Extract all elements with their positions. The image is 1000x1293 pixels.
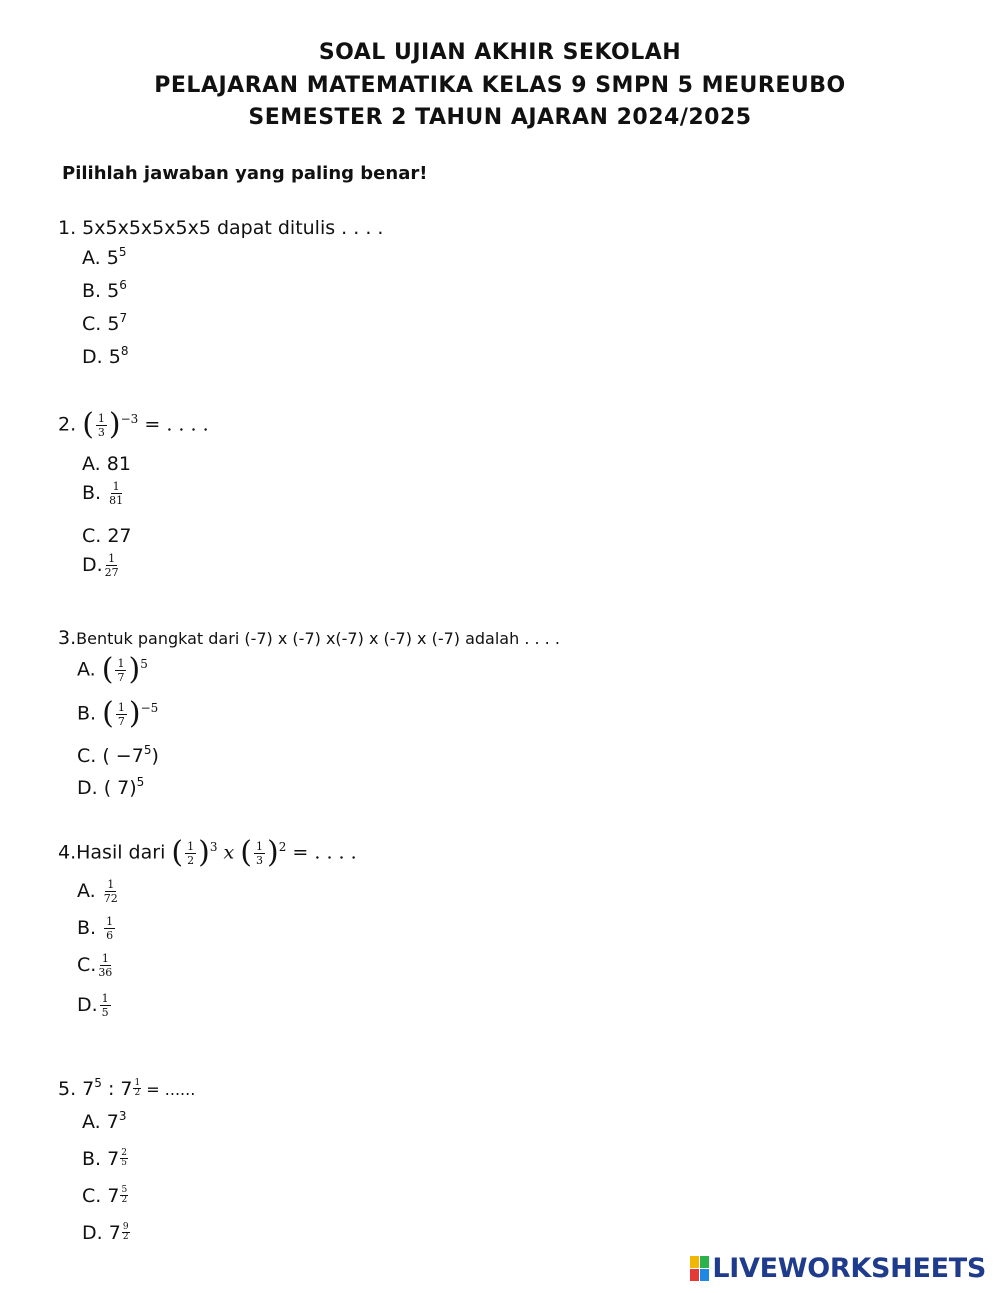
option-5c[interactable] <box>82 1185 128 1215</box>
exponent: −5 <box>140 701 159 716</box>
fractional-exponent: $\frac{1}{2}$ <box>134 1078 141 1098</box>
option-5d[interactable] <box>82 1222 130 1252</box>
exponent: 3 <box>118 1109 127 1123</box>
fraction: $\frac{1}{6}$ <box>106 915 114 942</box>
option-label: B. <box>82 482 102 504</box>
option-label: B. 7 <box>82 1148 120 1170</box>
fraction: $\frac{1}{7}$ <box>117 656 125 684</box>
equals-blank: = ...... <box>141 1080 196 1099</box>
option-2a[interactable]: A. 81 <box>82 453 131 475</box>
option-label: B. 5 <box>82 280 120 302</box>
option-3d[interactable] <box>77 777 144 799</box>
option-2d[interactable] <box>82 553 121 578</box>
exponent: 2 <box>278 840 287 855</box>
question-4-text: 4.Hasil dari ( $\frac{1}{2}$ )$^3$ x ( $\frac{1}{3}$ )$^2$ = . . . . <box>58 835 357 870</box>
question-number: 3. <box>58 627 77 649</box>
option-2b[interactable] <box>82 481 125 506</box>
option-label: D. <box>82 554 103 576</box>
fraction: $\frac{1}{81}$ <box>109 480 124 507</box>
option-3a[interactable]: A. ( $\frac{1}{7}$ )$^5$ <box>77 652 148 687</box>
option-label: C. 7 <box>82 1185 120 1207</box>
option-label: A. <box>77 880 96 902</box>
right-paren: ) <box>108 407 121 442</box>
question-number: 2. <box>58 413 77 436</box>
fraction: $\frac{1}{3}$ <box>97 411 105 439</box>
equals-blank: = . . . . <box>292 841 357 864</box>
option-3c[interactable] <box>77 745 159 767</box>
exponent: 7 <box>119 311 128 325</box>
option-label: C. ( −7 <box>77 745 144 767</box>
option-1c[interactable] <box>82 313 127 335</box>
instruction-text: Pilihlah jawaban yang paling benar! <box>62 163 428 184</box>
right-paren: ) <box>151 745 159 767</box>
option-label: A. 5 <box>82 247 119 269</box>
question-3-body: Bentuk pangkat dari (-7) x (-7) x(-7) x (-7) x (-7) adalah . . . . <box>76 629 560 648</box>
option-2c[interactable]: C. 27 <box>82 525 132 547</box>
fraction: $\frac{1}{7}$ <box>117 700 125 728</box>
fractional-exponent: $\frac{5}{2}$ <box>121 1185 128 1205</box>
option-5b[interactable] <box>82 1148 128 1178</box>
option-1a[interactable] <box>82 247 126 269</box>
option-label: B. <box>77 702 97 725</box>
exponent: 8 <box>120 344 129 358</box>
option-label: A. 7 <box>82 1111 119 1133</box>
option-1d[interactable] <box>82 346 128 368</box>
option-label: B. <box>77 917 97 939</box>
option-label: D. <box>77 994 98 1016</box>
option-label: D. 5 <box>82 346 121 368</box>
exponent: 5 <box>94 1076 102 1090</box>
option-4a[interactable] <box>77 879 120 904</box>
exponent: 3 <box>209 840 218 855</box>
fraction: $\frac{1}{3}$ <box>256 839 264 867</box>
left-paren: ( <box>82 407 94 442</box>
option-1b[interactable] <box>82 280 127 302</box>
question-5-text <box>58 1078 195 1108</box>
liveworksheets-logo <box>690 1253 986 1284</box>
option-label: C. <box>77 954 97 976</box>
option-3b[interactable]: B. ( $\frac{1}{7}$ )$^{-5}$ <box>77 696 159 731</box>
divide-base: : 7 <box>101 1078 133 1100</box>
option-4b[interactable] <box>77 916 117 941</box>
question-prefix: 5. 7 <box>58 1078 95 1100</box>
option-label: C. 5 <box>82 313 120 335</box>
fraction: $\frac{1}{27}$ <box>104 552 119 579</box>
option-label: A. <box>77 658 96 681</box>
question-2-text <box>58 407 209 442</box>
header-title-line2: PELAJARAN MATEMATIKA KELAS 9 SMPN 5 MEUREUBO <box>154 73 846 98</box>
question-3-text <box>58 627 560 649</box>
option-label: D. ( 7) <box>77 777 137 799</box>
exponent: 5 <box>136 775 145 789</box>
brand-name: LIVEWORKSHEETS <box>712 1253 986 1284</box>
header-title-line3: SEMESTER 2 TAHUN AJARAN 2024/2025 <box>248 105 752 130</box>
exponent: 5 <box>143 743 152 757</box>
fractional-exponent: $\frac{2}{5}$ <box>121 1148 127 1168</box>
header-title-line1: SOAL UJIAN AKHIR SEKOLAH <box>318 40 682 65</box>
option-4d[interactable] <box>77 993 113 1018</box>
fraction: $\frac{1}{72}$ <box>103 878 118 905</box>
exponent: 6 <box>119 278 127 292</box>
question-prefix: 4.Hasil dari <box>58 841 166 864</box>
equals-blank: = . . . . <box>144 413 209 436</box>
option-4c[interactable] <box>77 953 114 978</box>
exponent: 5 <box>140 657 148 672</box>
option-5a[interactable] <box>82 1111 126 1133</box>
fraction: $\frac{1}{36}$ <box>98 952 113 979</box>
multiply-sign: x <box>223 841 235 864</box>
fractional-exponent: $\frac{9}{2}$ <box>122 1222 129 1242</box>
fraction: $\frac{1}{2}$ <box>187 839 195 867</box>
question-1-text: 1. 5x5x5x5x5x5 dapat ditulis . . . . <box>58 217 384 239</box>
fraction: $\frac{1}{5}$ <box>101 992 109 1019</box>
exponent: −3 <box>120 412 139 427</box>
liveworksheets-mark-icon <box>690 1256 709 1281</box>
exponent: 5 <box>118 245 127 259</box>
option-label: D. 7 <box>82 1222 121 1244</box>
